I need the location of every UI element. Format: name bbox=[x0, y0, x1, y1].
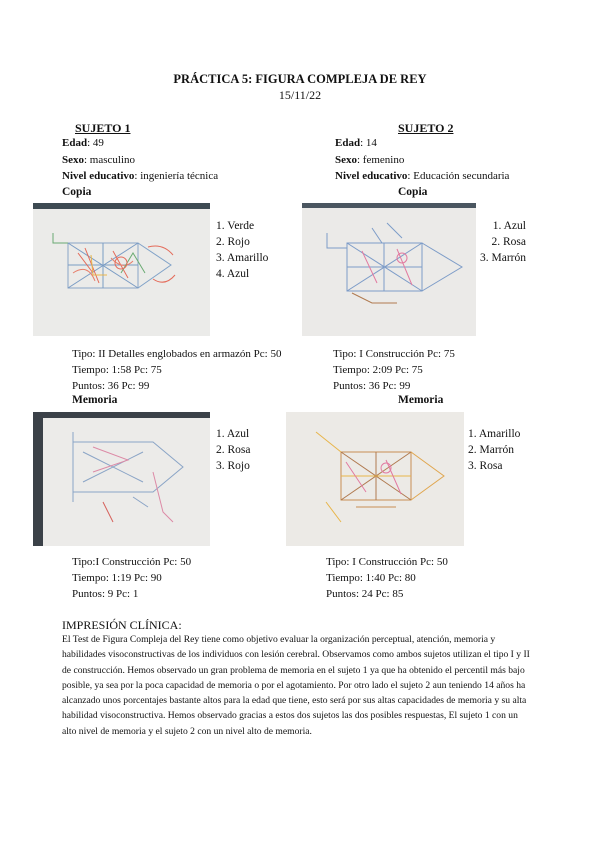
color-item: 2. Rosa bbox=[216, 444, 251, 456]
subject1-memory-scores bbox=[72, 554, 191, 602]
rey-figure-drawing bbox=[33, 203, 210, 336]
age-label: Edad bbox=[62, 137, 88, 149]
score-line: Tiempo: 2:09 Pc: 75 bbox=[333, 364, 423, 376]
subject1-age-value: : 49 bbox=[87, 137, 104, 149]
color-item: 1. Verde bbox=[216, 220, 255, 232]
subject1-copy-scores bbox=[72, 346, 281, 394]
subject1-memory-heading: Memoria bbox=[72, 394, 118, 406]
subject1-heading: SUJETO 1 bbox=[75, 121, 131, 135]
subject2-memory-heading: Memoria bbox=[398, 394, 444, 406]
education-label: Nivel educativo bbox=[62, 170, 135, 182]
subject1-sex-value: : masculino bbox=[84, 154, 136, 166]
score-line: Puntos: 24 Pc: 85 bbox=[326, 588, 404, 600]
subject2-sex bbox=[335, 154, 404, 166]
color-item: 3. Amarillo bbox=[216, 252, 269, 264]
rey-figure-drawing bbox=[286, 412, 464, 546]
subject2-copy-scores bbox=[333, 346, 455, 394]
subject2-memory-scores bbox=[326, 554, 448, 602]
color-item: 1. Amarillo bbox=[468, 428, 521, 440]
subject2-memory-color-legend bbox=[468, 426, 520, 474]
subject1-memory-photo bbox=[33, 412, 210, 546]
subject2-education bbox=[335, 170, 509, 182]
age-label: Edad bbox=[335, 137, 361, 149]
clinical-impression-text: El Test de Figura Compleja del Rey tiene como objetivo evaluar la organización perceptual, atención, memoria y habilidades visoconstructivas de los individuos con lesión cerebral. Observamos como ambos sujetos utilizan el tipo I y II de construcción. Hemos observado un gran problema de memoria en el sujeto 1 ya que ha obtenido el percentil más bajo posible, ya sea por la poca capacidad de memoria o por el agotamiento. Por otro lado el sujeto 2 aun teniendo 14 años ha alcanzado unos porcentajes bastante altos para la edad que tiene, esto será por sus altas capacidades de memoria y su alta habilidad visoconstructiva. Hemos observado gracias a estos dos sujetos las dos posibles respuestas, El sujeto 1 con un alto nivel de memoria y el sujeto 2 con un nivel alto de memoria. bbox=[62, 634, 530, 737]
subject2-memory-photo bbox=[286, 412, 464, 546]
rey-figure-drawing bbox=[302, 203, 476, 336]
color-item: 4. Azul bbox=[216, 268, 250, 280]
score-line: Tipo: II Detalles englobados en armazón Pc: 50 bbox=[72, 348, 282, 360]
sex-label: Sexo bbox=[62, 154, 84, 166]
score-line: Puntos: 36 Pc: 99 bbox=[333, 380, 411, 392]
subject1-copy-photo bbox=[33, 203, 210, 336]
rey-figure-drawing bbox=[33, 412, 210, 546]
score-line: Tiempo: 1:19 Pc: 90 bbox=[72, 572, 162, 584]
clinical-impression-heading: IMPRESIÓN CLÍNICA: bbox=[62, 618, 182, 632]
score-line: Tiempo: 1:40 Pc: 80 bbox=[326, 572, 416, 584]
education-label: Nivel educativo bbox=[335, 170, 408, 182]
subject2-education-value: : Educación secundaria bbox=[407, 170, 510, 182]
color-item: 1. Azul bbox=[492, 220, 526, 232]
subject2-copy-color-legend bbox=[478, 218, 526, 266]
page-title: PRÁCTICA 5: FIGURA COMPLEJA DE REY bbox=[173, 72, 427, 86]
subject2-age-value: : 14 bbox=[360, 137, 377, 149]
subject2-sex-value: : femenino bbox=[357, 154, 405, 166]
subject2-copy-photo bbox=[302, 203, 476, 336]
color-item: 3. Rojo bbox=[216, 460, 250, 472]
subject1-sex bbox=[62, 154, 135, 166]
color-item: 3. Marrón bbox=[480, 252, 526, 264]
score-line: Puntos: 9 Pc: 1 bbox=[72, 588, 139, 600]
subject1-education-value: : ingeniería técnica bbox=[134, 170, 219, 182]
color-item: 2. Rosa bbox=[491, 236, 526, 248]
subject1-copy-color-legend bbox=[216, 218, 268, 282]
color-item: 3. Rosa bbox=[468, 460, 503, 472]
subject1-copy-heading: Copia bbox=[62, 186, 92, 198]
score-line: Tipo: I Construcción Pc: 75 bbox=[333, 348, 455, 360]
color-item: 1. Azul bbox=[216, 428, 250, 440]
subject2-heading: SUJETO 2 bbox=[398, 121, 454, 135]
subject1-education bbox=[62, 170, 218, 182]
score-line: Tiempo: 1:58 Pc: 75 bbox=[72, 364, 162, 376]
subject1-memory-color-legend bbox=[216, 426, 251, 474]
score-line: Tipo:I Construcción Pc: 50 bbox=[72, 556, 192, 568]
subject1-age bbox=[62, 137, 104, 149]
color-item: 2. Rojo bbox=[216, 236, 250, 248]
color-item: 2. Marrón bbox=[468, 444, 514, 456]
page-date: 15/11/22 bbox=[278, 88, 322, 102]
subject2-copy-heading: Copia bbox=[398, 186, 428, 198]
subject2-age bbox=[335, 137, 377, 149]
score-line: Puntos: 36 Pc: 99 bbox=[72, 380, 150, 392]
score-line: Tipo: I Construcción Pc: 50 bbox=[326, 556, 448, 568]
sex-label: Sexo bbox=[335, 154, 357, 166]
